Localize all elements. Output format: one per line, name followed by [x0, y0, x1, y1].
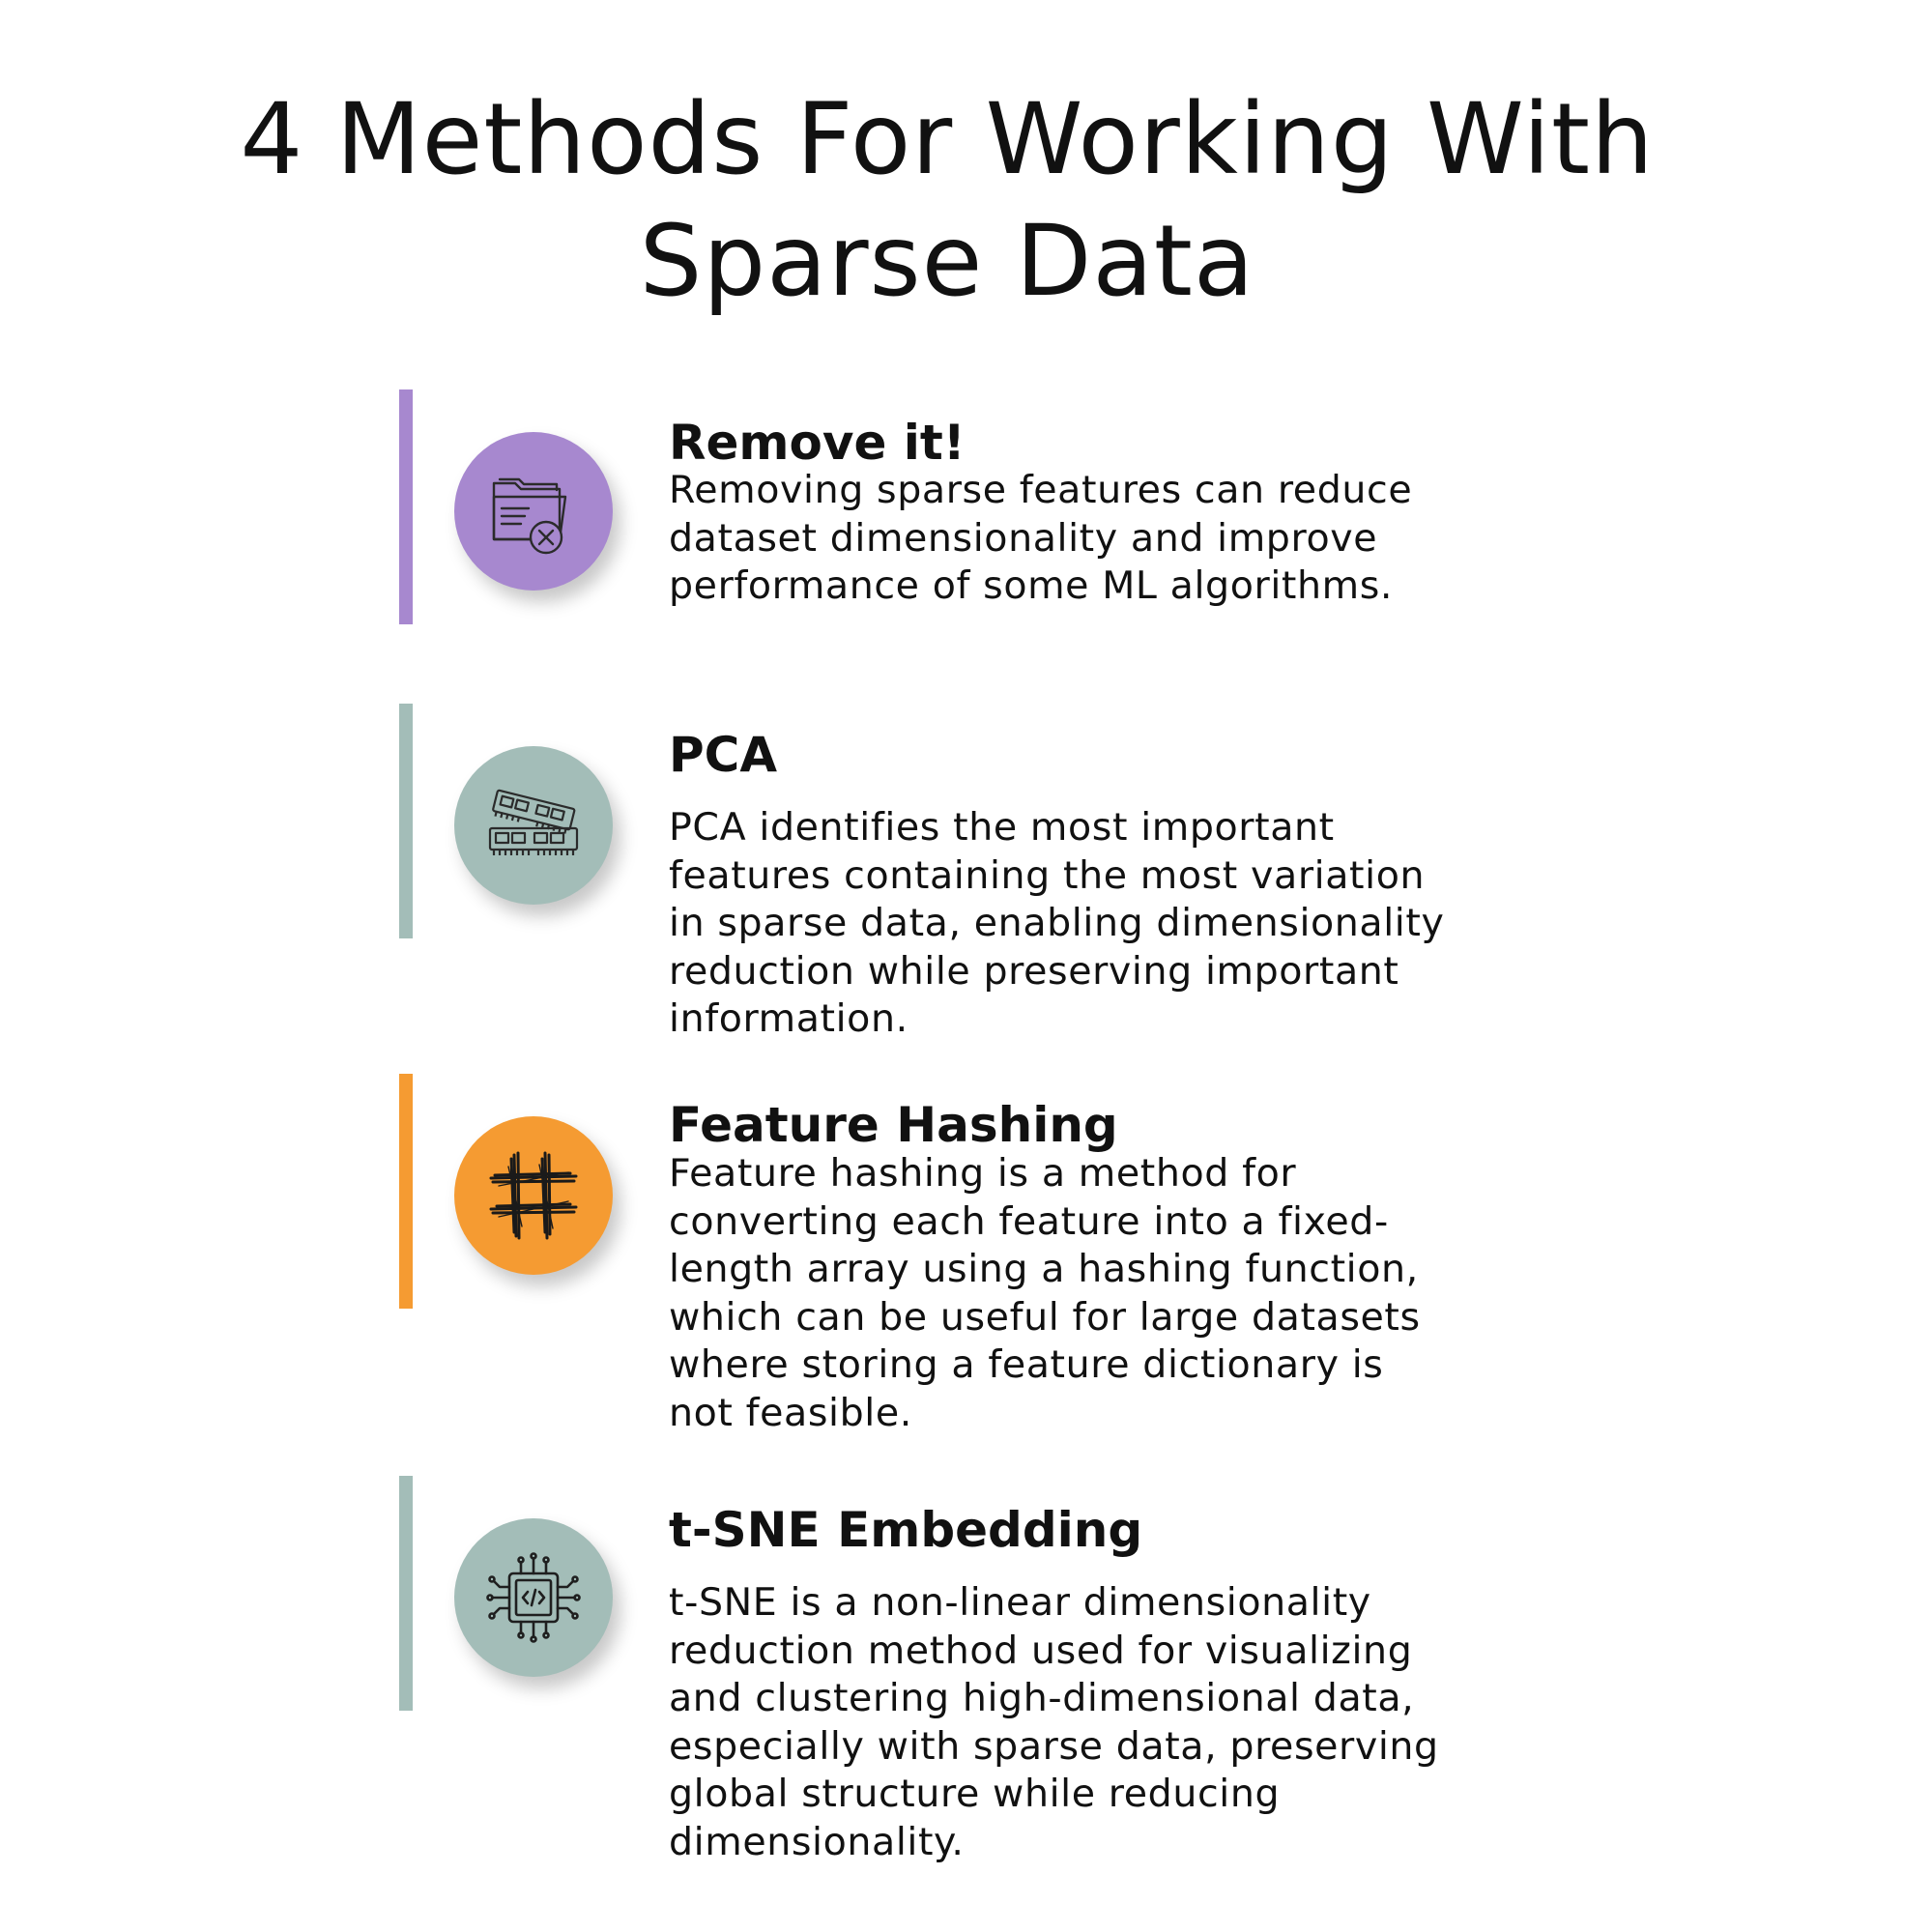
description-line: which can be useful for large datasets	[669, 1294, 1421, 1340]
description-line: Feature hashing is a method for	[669, 1151, 1297, 1196]
description-line: reduction while preserving important	[669, 948, 1399, 994]
description-line: especially with sparse data, preserving	[669, 1723, 1439, 1769]
description-line: dimensionality.	[669, 1819, 965, 1864]
hash-icon	[476, 1138, 591, 1254]
accent-bar	[399, 1476, 413, 1711]
accent-bar	[399, 389, 413, 624]
method-description	[669, 1150, 1519, 1437]
method-heading: PCA	[669, 727, 778, 783]
description-line: not feasible.	[669, 1390, 912, 1435]
memory-modules-icon	[480, 772, 587, 879]
folder-delete-icon	[480, 458, 587, 564]
description-line: length array using a hashing function,	[669, 1247, 1419, 1291]
method-heading: t-SNE Embedding	[669, 1502, 1143, 1558]
icon-circle	[454, 746, 613, 905]
description-line: global structure while reducing	[669, 1772, 1281, 1816]
title-line-1: 4 Methods For Working With	[240, 82, 1655, 197]
description-line: in sparse data, enabling dimensionality	[669, 901, 1445, 945]
method-heading: Remove it!	[669, 415, 966, 471]
description-line: t-SNE is a non-linear dimensionality	[669, 1580, 1371, 1625]
title-line-2: Sparse Data	[639, 204, 1255, 319]
description-line: Removing sparse features can reduce	[669, 468, 1413, 512]
description-line: converting each feature into a fixed-	[669, 1198, 1389, 1244]
method-description	[669, 1579, 1519, 1866]
description-line: features containing the most variation	[669, 852, 1426, 898]
icon-circle	[454, 1116, 613, 1275]
description-line: dataset dimensionality and improve	[669, 515, 1378, 561]
description-line: and clustering high-dimensional data,	[669, 1676, 1415, 1720]
method-heading: Feature Hashing	[669, 1097, 1118, 1153]
description-line: where storing a feature dictionary is	[669, 1342, 1384, 1387]
accent-bar	[399, 1074, 413, 1309]
description-line: PCA identifies the most important	[669, 805, 1335, 850]
accent-bar	[399, 704, 413, 938]
method-description	[669, 467, 1519, 611]
description-line: performance of some ML algorithms.	[669, 563, 1394, 608]
description-line: reduction method used for visualizing	[669, 1628, 1413, 1673]
icon-circle	[454, 1518, 613, 1677]
method-description	[669, 804, 1519, 1044]
icon-circle	[454, 432, 613, 591]
page-title	[0, 79, 1894, 323]
description-line: information.	[669, 996, 908, 1041]
code-chip-icon	[480, 1544, 587, 1651]
